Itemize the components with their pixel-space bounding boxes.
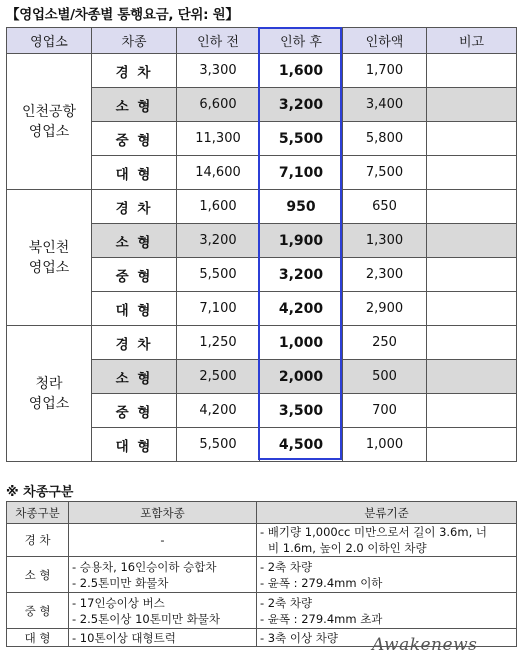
header-included: 포함차종 (69, 502, 257, 524)
reduction-cell: 1,000 (343, 428, 427, 462)
criteria-line: - 윤폭 : 279.4mm 초과 (260, 611, 383, 626)
included-cell (69, 557, 257, 593)
reduction-cell: 650 (343, 190, 427, 224)
header-office: 영업소 (7, 28, 92, 54)
vehicle-type-cell: 대 형 (92, 292, 177, 326)
vehicle-type-cell: 소 형 (92, 360, 177, 394)
fare-before-cell: 11,300 (177, 122, 260, 156)
fare-after-cell: 950 (260, 190, 343, 224)
criteria-line: - 배기량 1,000cc 미만으로서 길이 3.6m, 너 (260, 525, 487, 539)
vehicle-type-cell: 중 형 (92, 122, 177, 156)
fare-after-cell: 3,200 (260, 88, 343, 122)
note-cell (427, 326, 517, 360)
classification-header-row (7, 502, 517, 524)
fare-after-cell: 4,500 (260, 428, 343, 462)
fare-after-cell: 1,600 (260, 54, 343, 88)
fare-before-cell: 6,600 (177, 88, 260, 122)
fare-before-cell: 5,500 (177, 428, 260, 462)
vehicle-type-cell: 대 형 (92, 156, 177, 190)
reduction-cell: 2,300 (343, 258, 427, 292)
table-row (7, 54, 517, 88)
fare-before-cell: 2,500 (177, 360, 260, 394)
criteria-line: - 3축 이상 차량 (260, 630, 338, 645)
reduction-cell: 1,300 (343, 224, 427, 258)
vehicle-type-cell: 중 형 (92, 258, 177, 292)
office-name-line: 청라 (35, 375, 63, 392)
criteria-cell (257, 557, 517, 593)
watermark-logo: Awakenews (372, 635, 478, 655)
header-after: 인하 후 (260, 28, 343, 54)
included-cell (69, 629, 257, 647)
reduction-cell: 1,700 (343, 54, 427, 88)
note-cell (427, 156, 517, 190)
class-type-cell: 중 형 (7, 593, 69, 629)
fare-header-row (7, 28, 517, 54)
office-name-line: 영업소 (28, 259, 70, 276)
header-criteria: 분류기준 (257, 502, 517, 524)
classification-table (6, 501, 517, 647)
note-cell (427, 394, 517, 428)
fare-after-cell: 2,000 (260, 360, 343, 394)
note-cell (427, 224, 517, 258)
header-reduction: 인하액 (343, 28, 427, 54)
included-cell (69, 524, 257, 557)
fare-before-cell: 5,500 (177, 258, 260, 292)
office-name-line: 영업소 (28, 395, 70, 412)
reduction-cell: 700 (343, 394, 427, 428)
fare-before-cell: 4,200 (177, 394, 260, 428)
reduction-cell: 3,400 (343, 88, 427, 122)
criteria-line: - 2축 차량 (260, 559, 313, 574)
vehicle-type-cell: 경 차 (92, 190, 177, 224)
note-cell (427, 292, 517, 326)
included-line: - 17인승이상 버스 (72, 595, 165, 610)
fare-after-cell: 1,000 (260, 326, 343, 360)
included-line: - 2.5톤이상 10톤미만 화물차 (72, 611, 221, 626)
reduction-cell: 2,900 (343, 292, 427, 326)
reduction-cell: 5,800 (343, 122, 427, 156)
fare-table (6, 27, 517, 462)
reduction-cell: 250 (343, 326, 427, 360)
vehicle-type-cell: 경 차 (92, 54, 177, 88)
included-line: - 승용차, 16인승이하 승합차 (72, 559, 217, 574)
fare-before-cell: 7,100 (177, 292, 260, 326)
note-cell (427, 360, 517, 394)
included-cell (69, 593, 257, 629)
office-name-line: 영업소 (28, 123, 70, 140)
included-line: - 10톤이상 대형트럭 (72, 630, 176, 645)
office-name-line: 인천공항 (21, 103, 77, 120)
fare-before-cell: 14,600 (177, 156, 260, 190)
vehicle-type-cell: 경 차 (92, 326, 177, 360)
header-before: 인하 전 (177, 28, 260, 54)
note-cell (427, 88, 517, 122)
vehicle-type-cell: 소 형 (92, 224, 177, 258)
fare-after-cell: 5,500 (260, 122, 343, 156)
table-row (7, 557, 517, 593)
criteria-line: - 윤폭 : 279.4mm 이하 (260, 575, 383, 590)
classification-title: ※ 차종구분 (6, 485, 74, 500)
header-vehicle-type: 차종 (92, 28, 177, 54)
office-name (7, 54, 92, 190)
note-cell (427, 54, 517, 88)
fare-before-cell: 3,200 (177, 224, 260, 258)
class-type-cell: 경 차 (7, 524, 69, 557)
table-row (7, 190, 517, 224)
note-cell (427, 190, 517, 224)
header-class: 차종구분 (7, 502, 69, 524)
criteria-line: 비 1.6m, 높이 2.0 이하인 차량 (268, 541, 427, 555)
criteria-cell (257, 593, 517, 629)
fare-after-cell: 1,900 (260, 224, 343, 258)
fare-after-cell: 3,200 (260, 258, 343, 292)
fare-before-cell: 1,600 (177, 190, 260, 224)
fare-before-cell: 3,300 (177, 54, 260, 88)
reduction-cell: 500 (343, 360, 427, 394)
included-line: - 2.5톤미만 화물차 (72, 575, 169, 590)
class-type-cell: 대 형 (7, 629, 69, 647)
note-cell (427, 258, 517, 292)
criteria-cell (257, 524, 517, 557)
fare-after-cell: 3,500 (260, 394, 343, 428)
office-name (7, 326, 92, 462)
included-line: - (160, 533, 165, 547)
office-name (7, 190, 92, 326)
fare-after-cell: 4,200 (260, 292, 343, 326)
vehicle-type-cell: 중 형 (92, 394, 177, 428)
table-row (7, 524, 517, 557)
table-row (7, 593, 517, 629)
vehicle-type-cell: 소 형 (92, 88, 177, 122)
page-title: 【영업소별/차종별 통행요금, 단위: 원】 (6, 7, 239, 23)
reduction-cell: 7,500 (343, 156, 427, 190)
fare-before-cell: 1,250 (177, 326, 260, 360)
class-type-cell: 소 형 (7, 557, 69, 593)
note-cell (427, 122, 517, 156)
vehicle-type-cell: 대 형 (92, 428, 177, 462)
criteria-line: - 2축 차량 (260, 595, 313, 610)
header-note: 비고 (427, 28, 517, 54)
note-cell (427, 428, 517, 462)
fare-after-cell: 7,100 (260, 156, 343, 190)
office-name-line: 북인천 (28, 239, 70, 256)
table-row (7, 326, 517, 360)
